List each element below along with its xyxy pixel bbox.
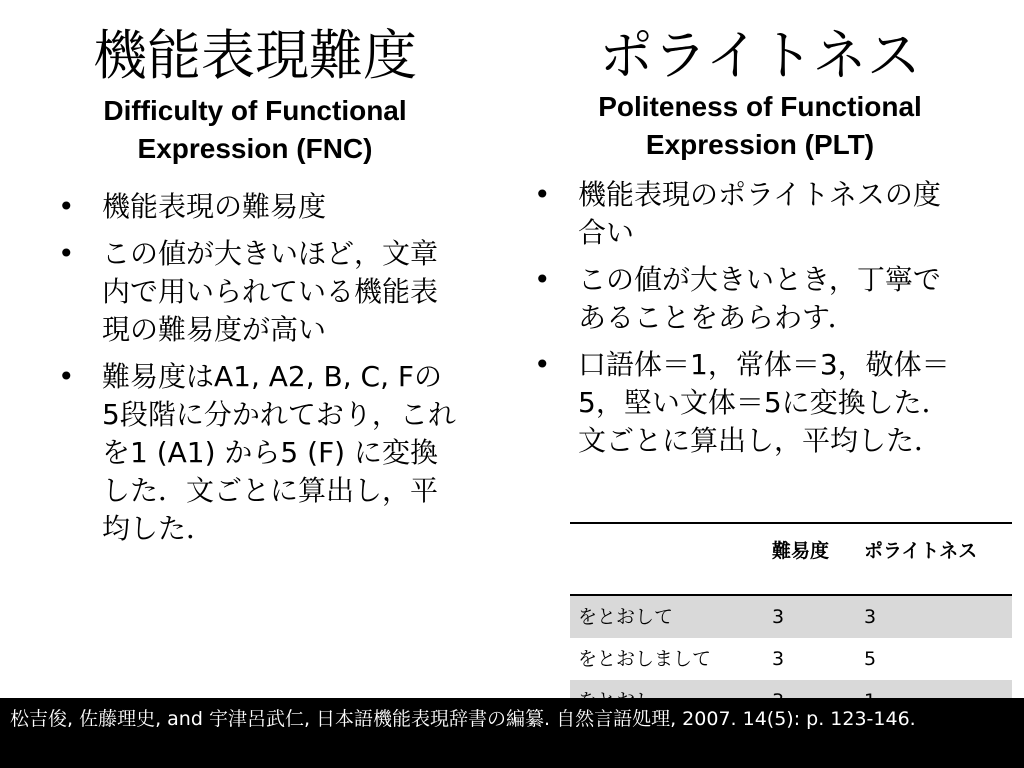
- bullet-text: この値が大きいほど，文章内で用いられている機能表現の難易度が高い: [102, 237, 439, 346]
- table-cell-difficulty: 3: [772, 606, 785, 628]
- bullet-item: [534, 176, 964, 252]
- bullet-text: 口語体＝1，常体＝3，敬体＝5，堅い文体＝5に変換した．文ごとに算出し，平均した．: [578, 348, 950, 457]
- bullet-text: この値が大きいとき，丁寧であることをあらわす．: [578, 263, 941, 334]
- bullet-item: [58, 358, 458, 548]
- example-table-container: [570, 522, 1012, 722]
- column-header-expression: [570, 523, 764, 595]
- bullet-text: 難易度はA1, A2, B, C, Fの5段階に分かれており，これを1 (A1) から5 (F) に変換した．文ごとに算出し，平均した．: [102, 360, 456, 545]
- bullet-icon: •: [58, 360, 75, 393]
- bullet-item: [534, 346, 964, 460]
- table-row: [570, 638, 1012, 680]
- citation-footer: [0, 698, 1024, 768]
- citation-text: 松吉俊, 佐藤理史, and 宇津呂武仁, 日本語機能表現辞書の編纂. 自然言語処理, 2007. 14(5): p. 123-146.: [10, 708, 916, 730]
- table-cell-expression: をとおしまして: [578, 648, 712, 670]
- table-cell-politeness: 5: [864, 648, 877, 670]
- bullet-item: [534, 261, 964, 337]
- bullet-text: 機能表現の難易度: [102, 190, 327, 223]
- bullet-icon: •: [534, 178, 551, 211]
- bullet-icon: •: [58, 237, 75, 270]
- left-bullet-list: [58, 188, 458, 557]
- example-table: [570, 522, 1012, 722]
- left-title-en: Difficulty of Functional Expression (FNC): [103, 95, 407, 164]
- column-header-difficulty: 難易度: [772, 540, 830, 562]
- bullet-icon: •: [534, 348, 551, 381]
- table-cell-expression: をとおして: [578, 606, 674, 628]
- table-cell-politeness: 3: [864, 606, 877, 628]
- bullet-item: [58, 188, 458, 226]
- table-cell-difficulty: 3: [772, 648, 785, 670]
- right-title-jp: ポライトネス: [599, 24, 921, 87]
- bullet-text: 機能表現のポライトネスの度合い: [578, 178, 941, 249]
- bullet-item: [58, 235, 458, 349]
- bullet-icon: •: [58, 190, 75, 223]
- left-title-jp: 機能表現難度: [93, 24, 417, 87]
- right-title-en: Politeness of Functional Expression (PLT): [598, 91, 922, 160]
- column-header-politeness: ポライトネス: [864, 540, 978, 562]
- table-row: [570, 595, 1012, 638]
- bullet-icon: •: [534, 263, 551, 296]
- table-header-row: [570, 523, 1012, 595]
- right-bullet-list: [534, 176, 964, 469]
